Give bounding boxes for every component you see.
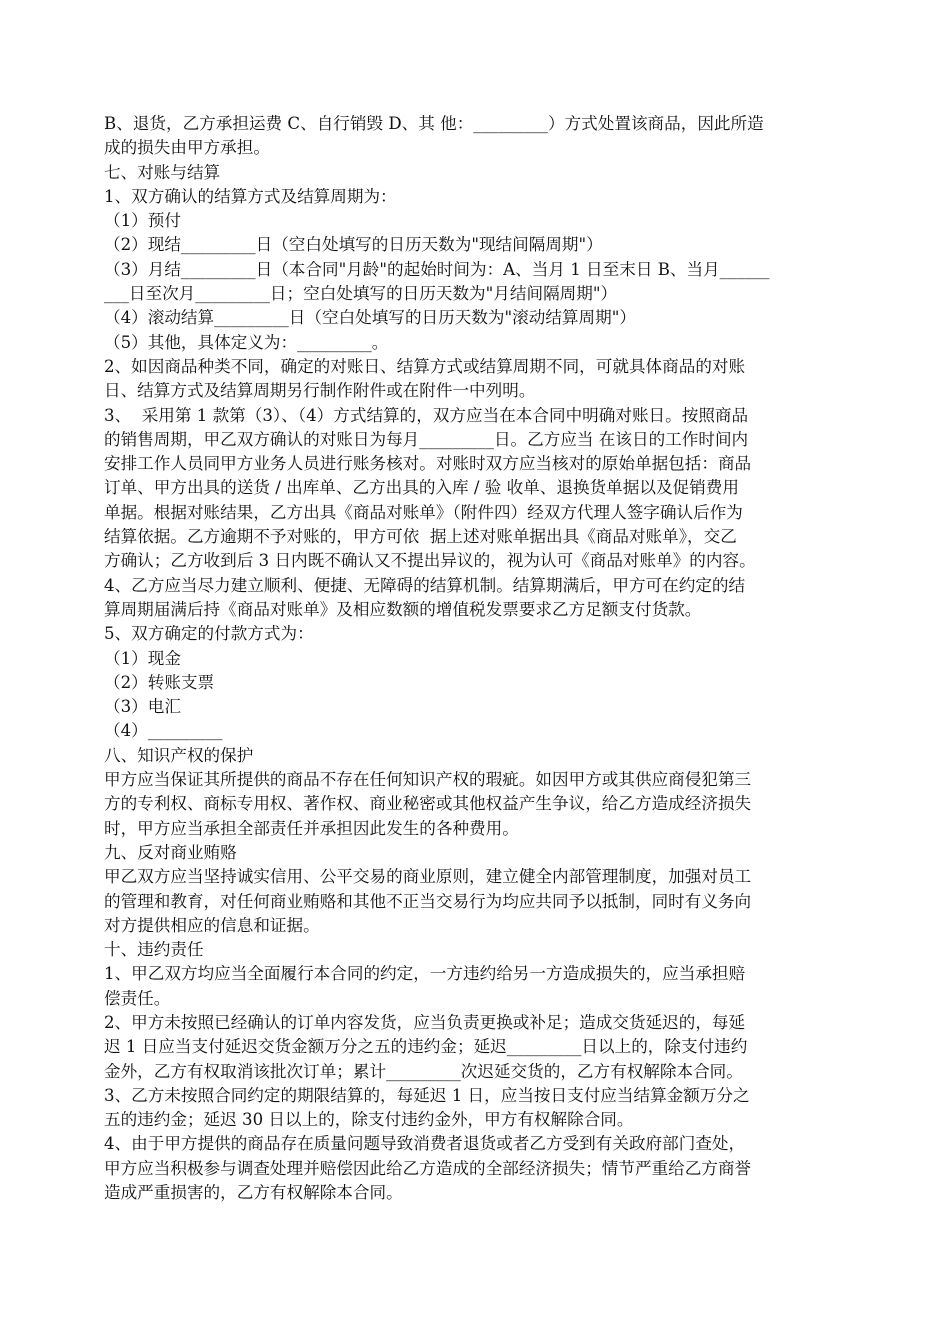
text-line: （3）电汇 xyxy=(104,697,181,717)
text-line: 的销售周期，甲乙双方确认的对账日为每月_________日。乙方应当 在该日的工作时间内 xyxy=(104,429,749,449)
text-line: 迟 1 日应当支付延迟交货金额万分之五的违约金；延迟_________日以上的，除支付违约 xyxy=(104,1037,748,1057)
text-line: 5、双方确定的付款方式为： xyxy=(104,624,314,644)
text-line: （2）现结_________日（空白处填写的日历天数为"现结间隔周期"） xyxy=(104,235,603,255)
text-line: （2）转账支票 xyxy=(104,672,215,692)
document-page xyxy=(104,112,852,1205)
text-line: 1、双方确认的结算方式及结算周期为： xyxy=(104,186,397,206)
section-heading: 九、反对商业贿赂 xyxy=(104,842,237,862)
text-line: 甲乙双方应当坚持诚实信用、公平交易的商业原则，建立健全内部管理制度，加强对员工 xyxy=(104,867,752,887)
text-line: 1、甲乙双方均应当全面履行本合同的约定，一方违约给另一方造成损失的，应当承担赔 xyxy=(104,964,746,984)
text-line: 造成严重损害的，乙方有权解除本合同。 xyxy=(104,1183,403,1203)
text-line: 日、结算方式及结算周期另行制作附件或在附件一中列明。 xyxy=(104,381,536,401)
section-heading: 十、违约责任 xyxy=(104,940,204,960)
text-line: 订单、甲方出具的送货 / 出库单、乙方出具的入库 / 验 收单、退换货单据以及促销费用 xyxy=(104,478,739,498)
text-line: 成的损失由甲方承担。 xyxy=(104,138,270,158)
text-line: 的管理和教育，对任何商业贿赂和其他不正当交易行为均应共同予以抵制，同时有义务向 xyxy=(104,891,752,911)
text-line: 甲方应当积极参与调查处理并赔偿因此给乙方造成的全部经济损失；情节严重给乙方商誉 xyxy=(104,1158,752,1178)
text-line: 偿责任。 xyxy=(104,988,171,1008)
text-line: 3、 采用第 1 款第（3）、（4）方式结算的，双方应当在本合同中明确对账日。按照商品 xyxy=(104,405,749,425)
text-line: 对方提供相应的信息和证据。 xyxy=(104,915,320,935)
text-line: （5）其他，具体定义为：_________。 xyxy=(104,332,389,352)
text-line: 时，甲方应当承担全部责任并承担因此发生的各种费用。 xyxy=(104,818,519,838)
text-line: 4、乙方应当尽力建立顺利、便捷、无障碍的结算机制。结算期满后，甲方可在约定的结 xyxy=(104,575,746,595)
text-line: （4）滚动结算_________日（空白处填写的日历天数为"滚动结算周期"） xyxy=(104,308,636,328)
text-line: 安排工作人员同甲方业务人员进行账务核对。对账时双方应当核对的原始单据包括：商品 xyxy=(104,454,752,474)
text-line: （4）_________ xyxy=(104,721,223,741)
text-line: （3）月结_________日（本合同"月龄"的起始时间为：A、当月 1 日至末日 B、当月______ xyxy=(104,259,770,279)
section-heading: 七、对账与结算 xyxy=(104,162,221,182)
text-line: 4、由于甲方提供的商品存在质量问题导致消费者退货或者乙方受到有关政府部门查处， xyxy=(104,1134,746,1154)
text-line: 金外，乙方有权取消该批次订单；累计_________次迟延交货的，乙方有权解除本合同。 xyxy=(104,1061,743,1081)
text-line: 甲方应当保证其所提供的商品不存在任何知识产权的瑕疵。如因甲方或其供应商侵犯第三 xyxy=(104,770,752,790)
text-line: 方确认；乙方收到后 3 日内既不确认又不提出异议的，视为认可《商品对账单》的内容。 xyxy=(104,551,756,571)
text-line: 方的专利权、商标专用权、著作权、商业秘密或其他权益产生争议，给乙方造成经济损失 xyxy=(104,794,752,814)
text-line: 算周期届满后持《商品对账单》及相应数额的增值税发票要求乙方足额支付货款。 xyxy=(104,599,702,619)
text-line: （1）现金 xyxy=(104,648,181,668)
text-line: ___日至次月_________日；空白处填写的日历天数为"月结间隔周期"） xyxy=(104,284,618,304)
text-line: 3、乙方未按照合同约定的期限结算的，每延迟 1 日，应当按日支付应当结算金额万分之 xyxy=(104,1085,750,1105)
text-line: 五的违约金；延迟 30 日以上的，除支付违约金外，甲方有权解除合同。 xyxy=(104,1110,634,1130)
text-line: 2、甲方未按照已经确认的订单内容发货，应当负责更换或补足；造成交货延迟的，每延 xyxy=(104,1012,746,1032)
text-line: 单据。根据对账结果，乙方出具《商品对账单》（附件四）经双方代理人签字确认后作为 xyxy=(104,502,743,522)
text-line: 2、如因商品种类不同，确定的对账日、结算方式或结算周期不同，可就具体商品的对账 xyxy=(104,356,746,376)
text-line: （1）预付 xyxy=(104,211,181,231)
text-line: B、退货，乙方承担运费 C、自行销毁 D、其 他：_________）方式处置该商品，因此所造 xyxy=(104,114,764,133)
section-heading: 八、知识产权的保护 xyxy=(104,745,254,765)
text-line: 结算依据。乙方逾期不予对账的，甲方可依 据上述对账单据出具《商品对账单》，交乙 xyxy=(104,527,737,547)
